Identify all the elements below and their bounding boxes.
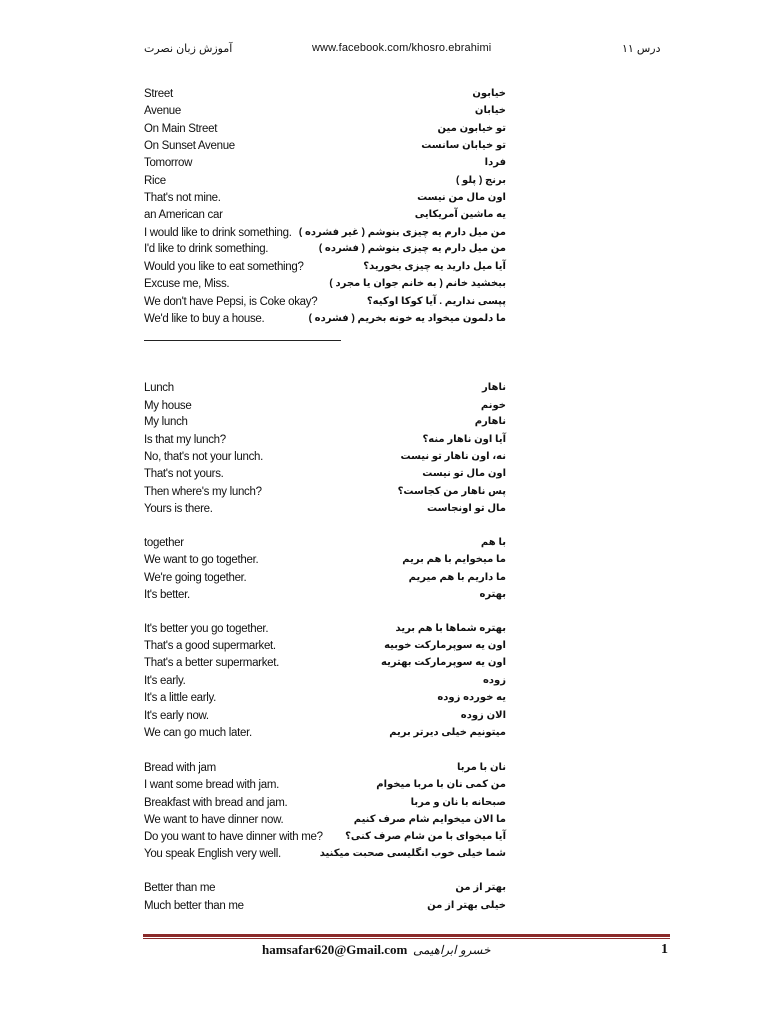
persian-translation: خیابان [474,105,506,116]
vocab-row [144,762,544,779]
header-facebook-link[interactable]: www.facebook.com/khosro.ebrahimi [312,42,492,54]
vocab-row [144,278,544,295]
footer-email: hamsafar620@Gmail.com [262,942,408,957]
vocab-row [144,848,544,865]
vocab-row [144,710,544,727]
footer-rule-thick [143,934,670,937]
persian-translation: خیلی بهتر از من [427,900,506,911]
vocab-row [144,157,544,174]
vocab-row [144,503,544,520]
persian-translation: آیا میخوای با من شام صرف کنی؟ [345,831,506,842]
english-phrase: It's better you go together. [144,623,269,635]
vocab-row [144,227,544,244]
english-phrase: Do you want to have dinner with me? [144,831,323,843]
english-phrase: Yours is there. [144,503,213,515]
vocab-row [144,572,544,589]
vocab-row [144,261,544,278]
vocab-row [144,675,544,692]
vocab-row [144,175,544,192]
persian-translation: بهتر از من [455,882,506,893]
persian-translation: ببخشید خانم ( به خانم جوان یا مجرد ) [329,278,506,289]
english-phrase: We want to have dinner now. [144,814,284,826]
english-phrase: It's better. [144,589,190,601]
persian-translation: نه، اون ناهار تو نیست [400,451,506,462]
persian-translation: مال تو اونجاست [427,503,506,514]
vocab-row [144,554,544,571]
vocab-row [144,105,544,122]
english-phrase: Then where's my lunch? [144,486,262,498]
persian-translation: ما داریم با هم میریم [408,572,506,583]
persian-translation: ناهار [482,382,506,393]
english-phrase: We don't have Pepsi, is Coke okay? [144,296,318,308]
persian-translation: بهتره [479,589,506,600]
persian-translation: شما خیلی خوب انگلیسی صحبت میکنید [319,848,506,859]
persian-translation: آیا میل دارید یه چیزی بخورید؟ [363,261,506,272]
vocab-row [144,486,544,503]
persian-translation: پس ناهار من کجاست؟ [397,486,506,497]
persian-translation: ما میخوایم با هم بریم [402,554,506,565]
english-phrase: It's a little early. [144,692,217,704]
vocab-row [144,882,544,899]
english-phrase: It's early. [144,675,186,687]
persian-translation: صبحانه با نان و مربا [410,797,506,808]
english-phrase: We'd like to buy a house. [144,313,265,325]
english-phrase: It's early now. [144,710,209,722]
persian-translation: من میل دارم یه چیزی بنوشم ( غیر فشرده ) [298,227,506,238]
english-phrase: That's a better supermarket. [144,657,280,669]
persian-translation: نان با مربا [456,762,506,773]
vocab-row [144,831,544,848]
english-phrase: an American car [144,209,223,221]
vocab-row [144,88,544,105]
english-phrase: No, that's not your lunch. [144,451,264,463]
vocab-row [144,537,544,554]
persian-translation: اون مال تو نیست [422,468,506,479]
english-phrase: Avenue [144,105,181,117]
vocab-row [144,727,544,744]
persian-translation: اون یه سوپرمارکت بهتریه [381,657,506,668]
english-phrase: Much better than me [144,900,244,912]
persian-translation: ما دلمون میخواد یه خونه بخریم ( فشرده ) [308,313,506,324]
english-phrase: Excuse me, Miss. [144,278,230,290]
english-phrase: You speak English very well. [144,848,281,860]
header-course-title: آموزش زبان نصرت [144,43,233,55]
english-phrase: I would like to drink something. [144,227,292,239]
vocab-row [144,382,544,399]
vocab-row [144,416,544,433]
english-phrase: Tomorrow [144,157,193,169]
english-phrase: Lunch [144,382,174,394]
persian-translation: خونم [480,400,506,411]
vocab-row [144,779,544,796]
vocab-row [144,434,544,451]
english-phrase: That's not mine. [144,192,221,204]
persian-translation: با هم [480,537,506,548]
vocab-row [144,451,544,468]
persian-translation: بهتره شماها با هم برید [395,623,506,634]
vocab-row [144,140,544,157]
english-phrase: I'd like to drink something. [144,243,269,255]
persian-translation: ناهارم [474,416,506,427]
english-phrase: Street [144,88,173,100]
english-phrase: Bread with jam [144,762,216,774]
english-phrase: My house [144,400,192,412]
persian-translation: من کمی نان با مربا میخوام [376,779,506,790]
persian-translation: یه ماشین آمریکایی [414,209,506,220]
vocab-row [144,123,544,140]
persian-translation: خیابون [472,88,506,99]
vocab-row [144,623,544,640]
english-phrase: Rice [144,175,166,187]
vocab-row [144,313,544,330]
vocab-row [144,797,544,814]
english-phrase: Better than me [144,882,216,894]
english-phrase: I want some bread with jam. [144,779,280,791]
english-phrase: On Sunset Avenue [144,140,235,152]
persian-translation: فردا [484,157,506,168]
english-phrase: That's not yours. [144,468,224,480]
vocab-row [144,657,544,674]
persian-translation: الان زوده [460,710,506,721]
vocab-row [144,192,544,209]
vocab-row [144,400,544,417]
persian-translation: برنج ( پلو ) [455,175,506,186]
vocab-row [144,243,544,260]
persian-translation: ما الان میخوایم شام صرف کنیم [353,814,506,825]
english-phrase: We want to go together. [144,554,259,566]
vocab-row [144,814,544,831]
footer-page-number: 1 [661,942,668,957]
persian-translation: زوده [482,675,506,686]
english-phrase: Is that my lunch? [144,434,226,446]
vocab-row [144,468,544,485]
vocab-row [144,589,544,606]
persian-translation: آیا اون ناهار منه؟ [422,434,506,445]
english-phrase: On Main Street [144,123,218,135]
footer-rule-thin [143,938,670,939]
english-phrase: Breakfast with bread and jam. [144,797,288,809]
section-divider [144,340,341,341]
english-phrase: That's a good supermarket. [144,640,276,652]
vocab-row [144,692,544,709]
persian-translation: میتونیم خیلی دیرتر بریم [389,727,506,738]
english-phrase: My lunch [144,416,188,428]
persian-translation: پپسی نداریم . آیا کوکا اوکیه؟ [366,296,506,307]
vocab-row [144,209,544,226]
persian-translation: تو خیابون مین [437,123,506,134]
english-phrase: together [144,537,184,549]
persian-translation: تو خیابان سانست [421,140,506,151]
vocab-row [144,900,544,917]
english-phrase: We're going together. [144,572,247,584]
persian-translation: اون مال من نیست [417,192,506,203]
persian-translation: یه خورده زوده [437,692,506,703]
persian-translation: من میل دارم یه چیزی بنوشم ( فشرده ) [318,243,506,254]
vocab-row [144,640,544,657]
header-lesson-number: درس ۱۱ [622,43,661,55]
persian-translation: اون یه سوپرمارکت خوبیه [384,640,506,651]
footer-author-name: خسرو ابراهیمی [413,943,491,957]
english-phrase: We can go much later. [144,727,252,739]
vocab-row [144,296,544,313]
english-phrase: Would you like to eat something? [144,261,304,273]
